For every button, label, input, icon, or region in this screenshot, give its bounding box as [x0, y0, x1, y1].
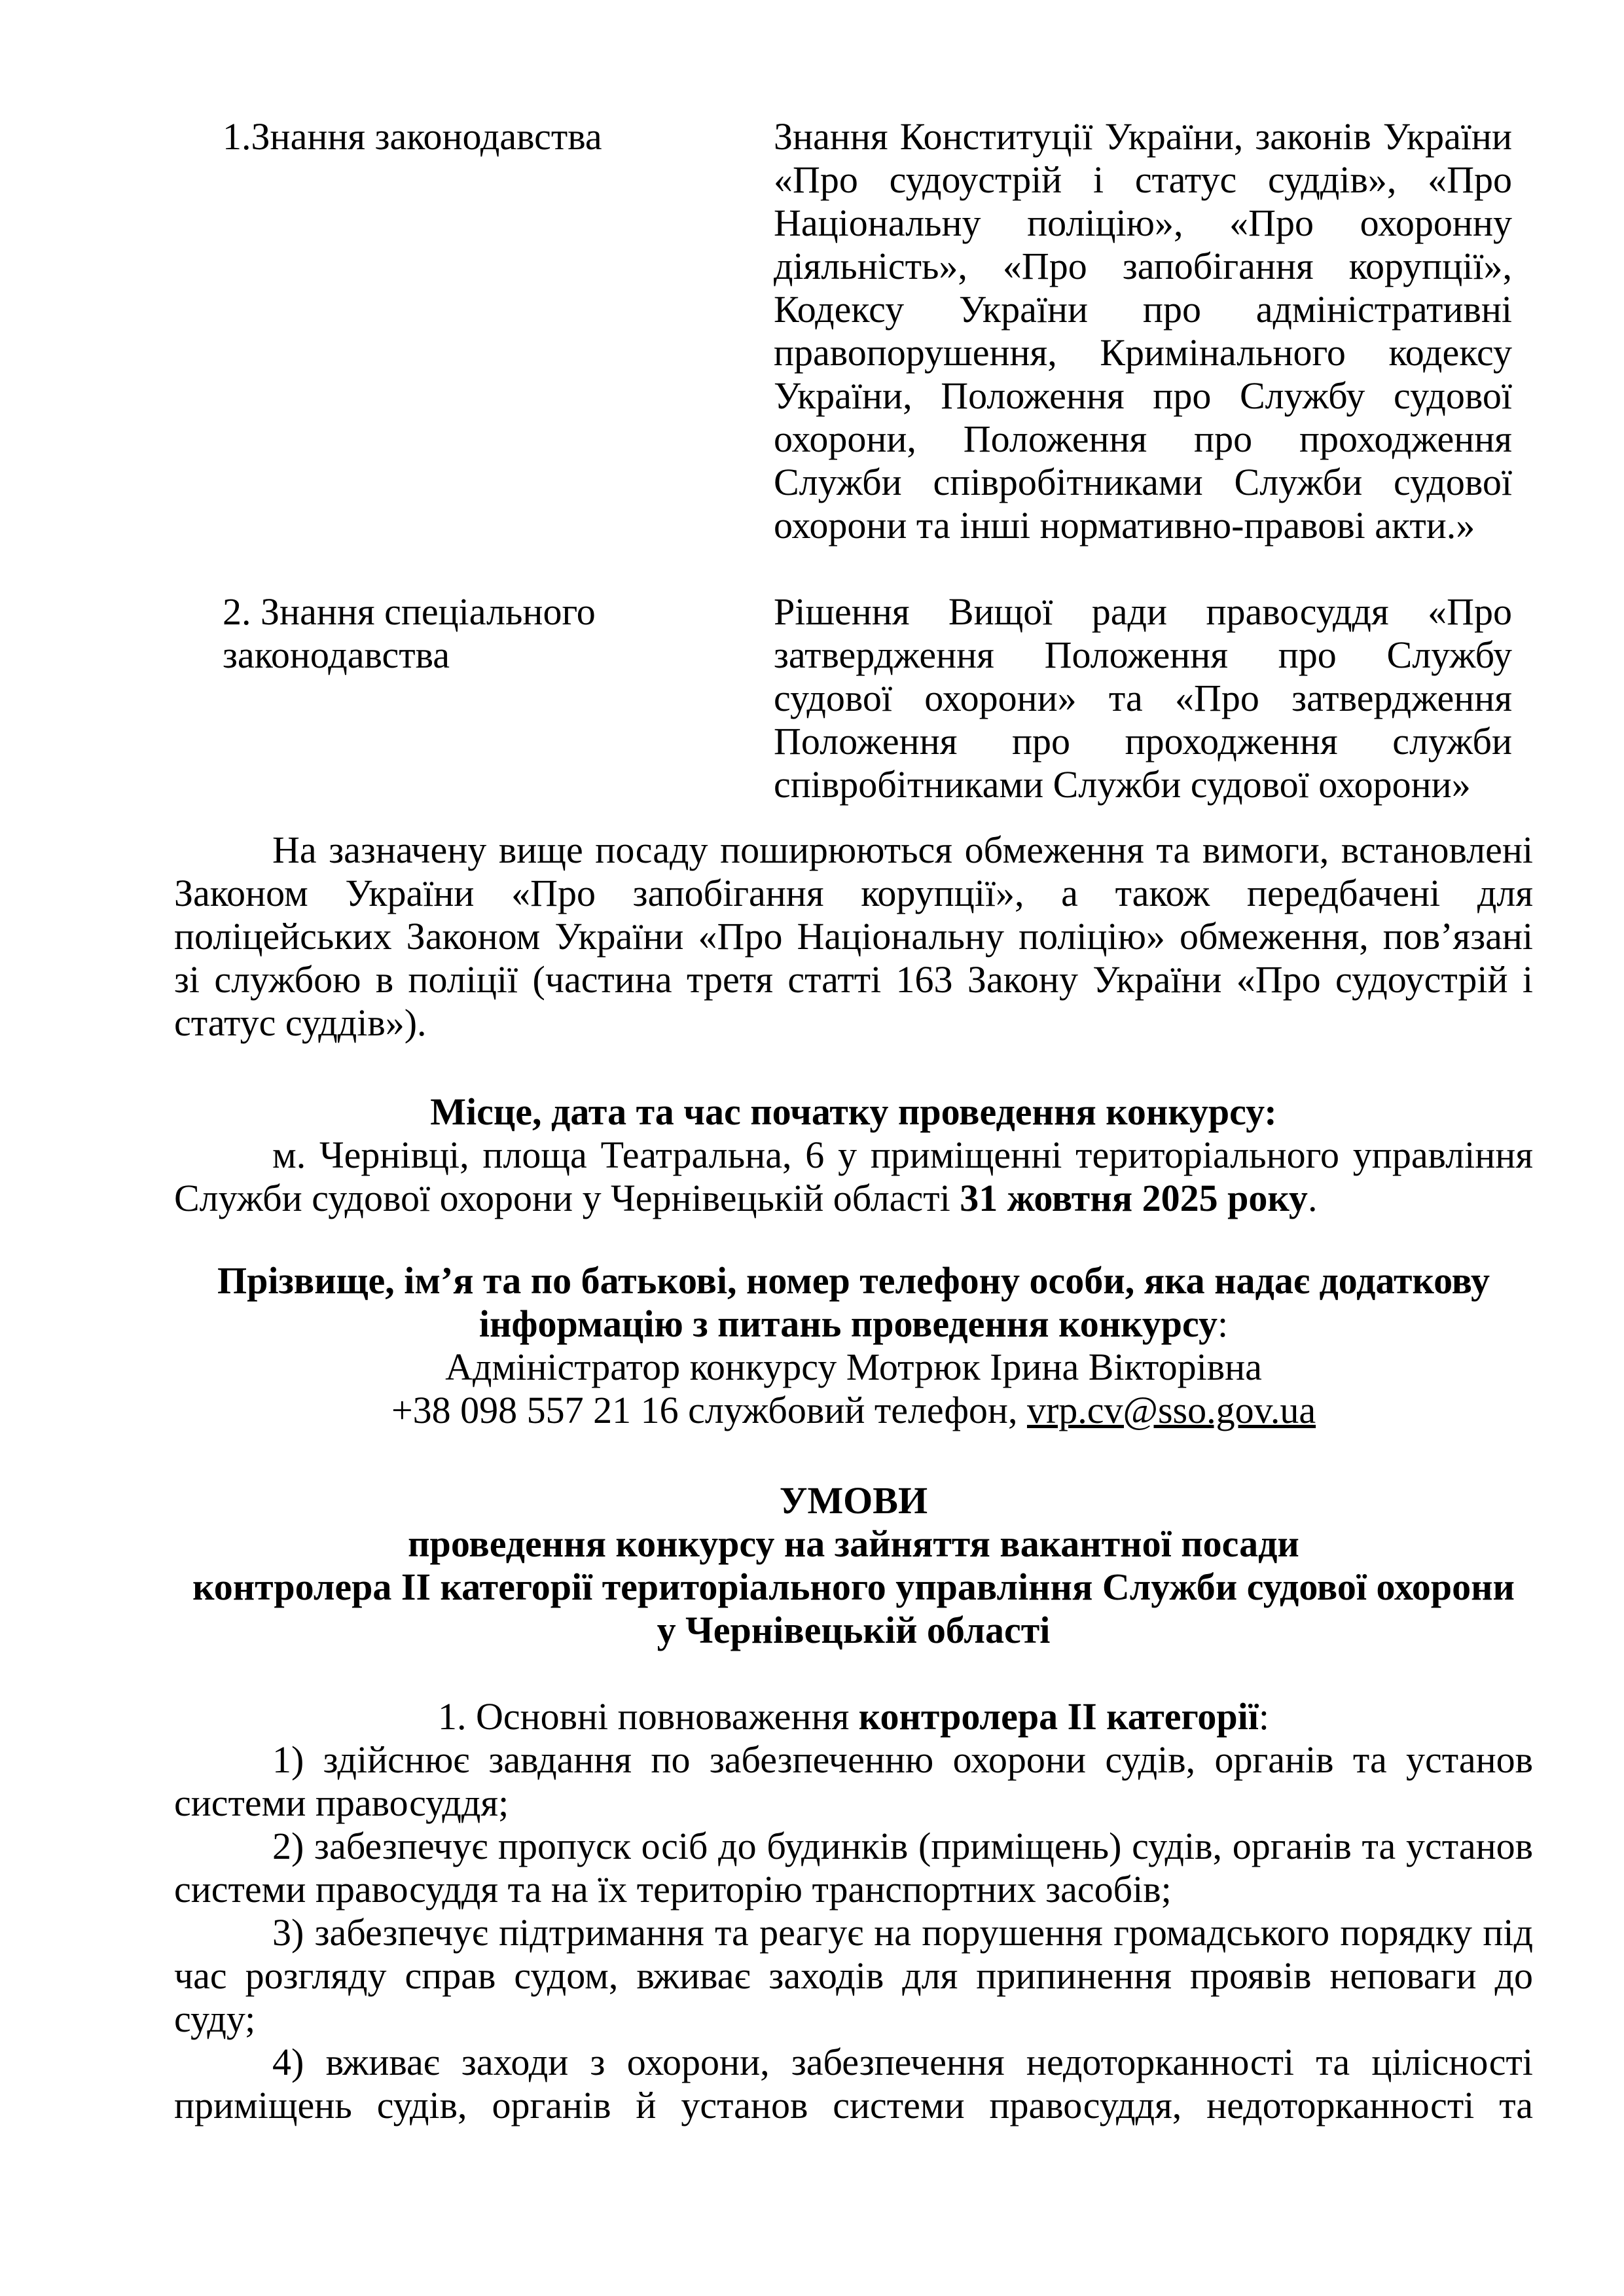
- duties-heading: [174, 1695, 1533, 1738]
- phone-number: +38 098 557 21 16 службовий телефон,: [391, 1389, 1027, 1431]
- duties-heading-colon: :: [1258, 1695, 1270, 1738]
- conditions-section: [174, 1479, 1533, 1652]
- duties-heading-prefix: 1. Основні повноваження: [437, 1695, 859, 1738]
- conditions-title: УМОВИ: [779, 1479, 928, 1522]
- administrator-name: Адміністратор конкурсу Мотрюк Ірина Вікторівна: [445, 1346, 1262, 1388]
- venue-period: .: [1307, 1177, 1318, 1219]
- duty-item: 1) здійснює завдання по забезпеченню охорони судів, органів та установ системи правосуддя;: [174, 1738, 1533, 1824]
- requirements-table: [223, 115, 1512, 806]
- requirement-label: 2. Знання спеціального законодавства: [223, 590, 596, 676]
- contact-heading-colon: :: [1218, 1302, 1229, 1345]
- venue-address: м. Чернівці, площа Театральна, 6 у приміщенні територіального управління Служби судової охорони у Чернівецькій області: [174, 1134, 1533, 1219]
- conditions-subtitle-line: проведення конкурсу на зайняття вакантної посади: [408, 1522, 1299, 1565]
- duties-heading-position: контролера ІІ категорії: [858, 1695, 1259, 1738]
- requirement-description: Рішення Вищої ради правосуддя «Про затвердження Положення про Службу судової охорони» та «Про затвердження Положення про проходження служби співробітниками Служби судової охорони»: [774, 590, 1512, 806]
- requirement-description: Знання Конституції України, законів України «Про судоустрій і статус суддів», «Про Національну поліцію», «Про охоронну діяльність», «Про запобігання корупції», Кодексу України про адміністративні правопорушення, Кримінального кодексу України, Положення про Службу судової охорони, Положення про проходження Служби співробітниками Служби судової охорони та інші нормативно-правові акти.»: [774, 115, 1512, 547]
- conditions-subtitle-line: у Чернівецькій області: [657, 1609, 1051, 1651]
- conditions-subtitle-line: контролера ІІ категорії територіального управління Служби судової охорони: [192, 1566, 1515, 1608]
- venue-paragraph: [174, 1134, 1533, 1220]
- contact-heading: [174, 1259, 1533, 1346]
- contact-section: [174, 1259, 1533, 1432]
- contact-phone-line: [174, 1389, 1533, 1432]
- email-link[interactable]: vrp.cv@sso.gov.ua: [1026, 1389, 1316, 1431]
- restrictions-section: [174, 829, 1533, 1045]
- venue-heading: Місце, дата та час початку проведення конкурсу:: [430, 1090, 1277, 1133]
- duty-item: 4) вживає заходи з охорони, забезпечення недоторканності та цілісності приміщень судів, органів й установ системи правосуддя, недоторканності та: [174, 2041, 1533, 2126]
- venue-section: [174, 1090, 1533, 1220]
- competition-date: 31 жовтня 2025 року: [960, 1177, 1308, 1219]
- duty-item: 3) забезпечує підтримання та реагує на порушення громадського порядку під час розгляду справ судом, вживає заходів для припинення проявів неповаги до суду;: [174, 1911, 1533, 2040]
- duties-section: [174, 1695, 1533, 2127]
- requirement-label: 1.Знання законодавства: [223, 115, 602, 158]
- contact-heading-text: Прізвище, ім’я та по батькові, номер телефону особи, яка надає додаткову інформацію з питань проведення конкурсу: [217, 1259, 1490, 1345]
- requirement-row: [223, 115, 1512, 547]
- restrictions-paragraph: На зазначену вище посаду поширюються обмеження та вимоги, встановлені Законом України «Про запобігання корупції», а також передбачені для поліцейських Законом України «Про Національну поліцію» обмеження, пов’язані зі службою в поліції (частина третя статті 163 Закону України «Про судоустрій і статус суддів»).: [174, 829, 1533, 1044]
- duty-item: 2) забезпечує пропуск осіб до будинків (приміщень) судів, органів та установ системи правосуддя та на їх територію транспортних засобів;: [174, 1825, 1533, 1910]
- requirement-row: [223, 590, 1512, 806]
